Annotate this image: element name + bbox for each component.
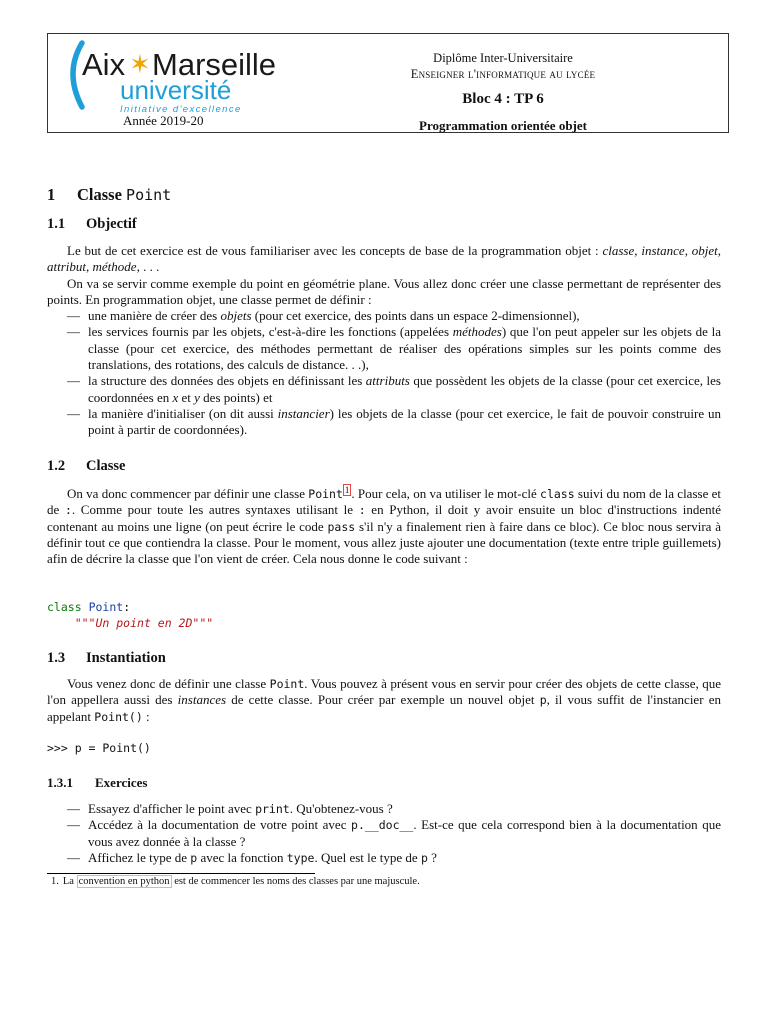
document-header xyxy=(47,33,729,133)
objective-paragraph-2: On va se servir comme exemple du point en géométrie plane. Vous allez donc créer une classe permettant de représenter des points. En programmation objet, une classe permet de définir : xyxy=(47,275,721,307)
list-item: — Essayez d'afficher le point avec print. Qu'obtenez-vous ? xyxy=(47,801,721,817)
section-heading-1-3-1: 1.3.1 Exercices xyxy=(47,775,148,790)
class-text xyxy=(47,486,721,567)
tp-subject: Programmation orientée objet xyxy=(419,118,587,133)
code-block-instantiation: >>> p = Point() xyxy=(47,741,151,755)
course-line: Enseigner l'informatique au lycée xyxy=(410,67,596,81)
logo-tagline: Initiative d'excellence xyxy=(120,104,242,115)
instantiation-paragraph: Vous venez donc de définir une classe Point. Vous pouvez à présent vous en servir pour créer des objets de cette classe, que l'on appellera aussi des instances de cette classe. Pour créer par exemple un nouvel objet p, il vous suffit de l'instancier en appelant Point() : xyxy=(47,676,721,724)
diploma-line: Diplôme Inter-Universitaire xyxy=(433,51,573,65)
section-heading-1-3: 1.3 Instantiation xyxy=(47,650,166,666)
objective-paragraph-1: Le but de cet exercice est de vous familiariser avec les concepts de base de la programmation objet : classe, instance, objet, attribut, méthode, . . . xyxy=(47,243,722,275)
code-block-class: class Point: """Un point en 2D""" xyxy=(47,600,214,630)
list-item: — les services fournis par les objets, c'est-à-dire les fonctions (appelées méthodes) que l'on peut appeler sur les objets de la classe (pour cet exercice, des méthodes permettant de réaliser des opérations simples sur les points comme des translations, des rotations, des calculs de distance. . .), xyxy=(47,324,721,373)
header-titles xyxy=(348,50,658,134)
aix-marseille-logo xyxy=(60,37,300,117)
objective-text xyxy=(47,243,721,439)
footnote: 1. La convention en python est de commencer les noms des classes par une majuscule. xyxy=(51,876,420,887)
block-title: Bloc 4 : TP 6 xyxy=(462,91,544,107)
footnote-ref[interactable]: 1 xyxy=(344,484,350,495)
logo-star: ✶ xyxy=(129,50,151,80)
exercise-list xyxy=(47,801,721,866)
list-item: — la manière d'initialiser (on dit aussi instancier) les objets de la classe (pour cet exercice, le fait de pouvoir construire un point à partir de coordonnées). xyxy=(47,406,721,439)
list-item: — Affichez le type de p avec la fonction type. Quel est le type de p ? xyxy=(47,850,721,866)
section-heading-1-1: 1.1 Objectif xyxy=(47,216,137,232)
objective-list xyxy=(47,308,721,438)
section-heading-1-2: 1.2 Classe xyxy=(47,458,126,474)
list-item: — une manière de créer des objets (pour cet exercice, des points dans un espace 2-dimensionnel), xyxy=(47,308,721,324)
list-item: — Accédez à la documentation de votre point avec p.__doc__. Est-ce que cela correspond bien à la documentation que vous avez donnée à la classe ? xyxy=(47,817,721,850)
instantiation-text xyxy=(47,676,721,725)
logo-word-universite: université xyxy=(120,75,232,105)
convention-link[interactable]: convention en python xyxy=(78,876,170,887)
section-heading-1: 1 Classe Point xyxy=(47,185,172,204)
logo-word-marseille: Marseille xyxy=(152,47,277,82)
exercises xyxy=(47,801,721,866)
logo-word-aix: Aix xyxy=(82,47,126,82)
list-item: — la structure des données des objets en définissant les attributs que possèdent les objets de la classe (pour cet exercice, les coordonnées en x et y des points) et xyxy=(47,373,721,406)
footnote-rule xyxy=(47,873,315,874)
class-paragraph: On va donc commencer par définir une classe Point $^1$ . Pour cela, on va utiliser le mot-clé class suivi du nom de la classe et de :. Comme pour toute les autres syntaxes utilisant le : en Python, il doit y avoir ensuite un bloc d'instructions indenté contenant au moins une ligne (on peut écrire le code pass s'il n'y a finalement rien à faire dans ce bloc). Ce bloc nous servira à définir tout ce que contiendra la classe. Pour le moment, vous allez juste ajouter une documentation (texte entre triple guillemets) afin de décrire la classe que l'on vient de créer. Cela nous donne le code suivant : xyxy=(47,484,721,567)
year: Année 2019-20 xyxy=(123,113,204,128)
